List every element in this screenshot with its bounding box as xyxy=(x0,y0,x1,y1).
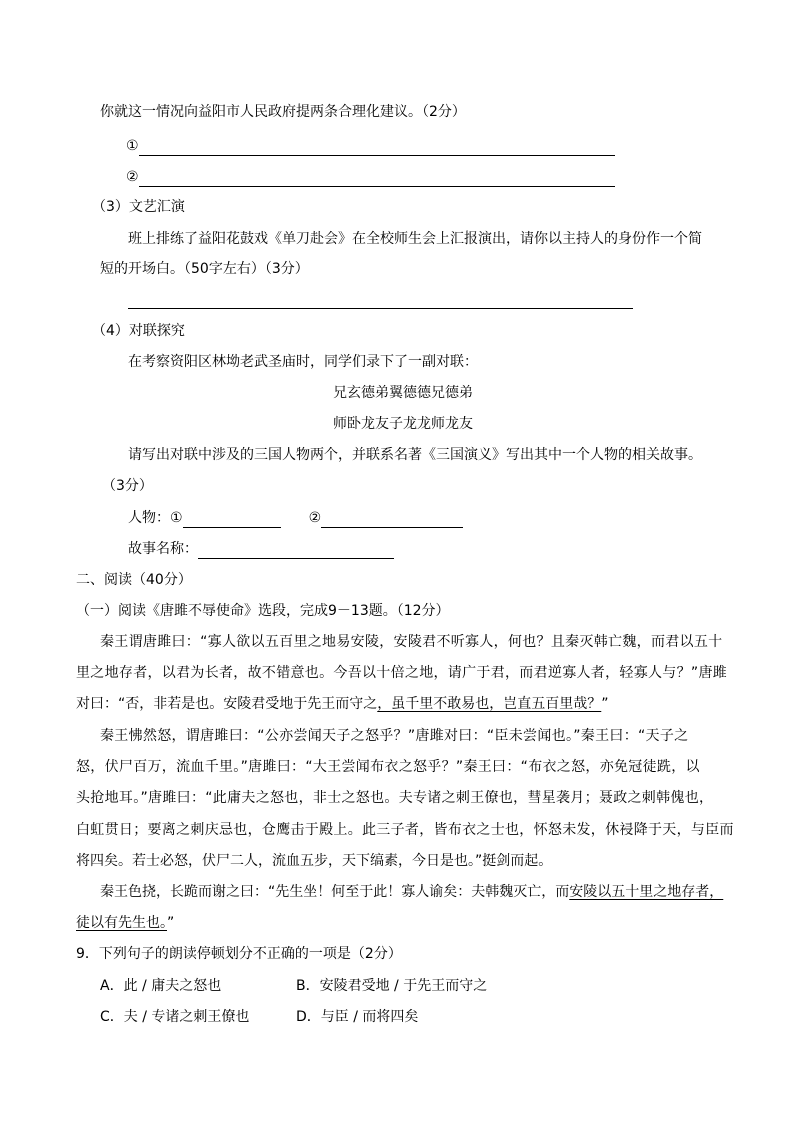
couplet-task: 请写出对联中涉及的三国人物两个，并联系名著《三国演义》写出其中一个人物的相关故事。 xyxy=(128,447,702,463)
passage-p1-line-2: 里之地存者，以君为长者，故不错意也。今吾以十倍之地，请广于君，而君逆寡人者，轻寡人与？”唐雎 xyxy=(76,665,728,681)
couplet-upper: 兄玄德弟翼德德兄德弟 xyxy=(333,385,473,401)
passage-p3-line-2c: ” xyxy=(167,915,175,931)
passage-p1-line-3c: ” xyxy=(601,696,609,712)
person-label: 人物：① xyxy=(128,510,183,526)
q9-option-d[interactable]: D．与臣 / 而将四矣 xyxy=(296,1009,419,1025)
q9-option-b[interactable]: B．安陵君受地 / 于先王而守之 xyxy=(296,978,488,994)
answer-blank-1[interactable] xyxy=(139,139,615,156)
couplet-heading: （4）对联探究 xyxy=(92,323,185,339)
passage-p3-line-2 xyxy=(76,913,174,933)
person-mark-2: ② xyxy=(308,510,322,526)
person-blank-1[interactable] xyxy=(183,511,281,528)
opening-speech-answer-line[interactable] xyxy=(128,308,633,309)
underlined-sentence-2a: 安陵以五十里之地存者， xyxy=(569,884,724,900)
passage-p2-line-1: 秦王怫然怒，谓唐雎曰：“公亦尝闻天子之怒乎？”唐雎对曰：“臣未尝闻也。”秦王曰：“天子之 xyxy=(100,728,689,744)
passage-p2-line-2: 怒，伏尸百万，流血千里。”唐雎曰：“大王尝闻布衣之怒乎？”秦王曰：“布衣之怒，亦免冠徒跣，以 xyxy=(76,759,700,775)
passage-p2-line-5: 将四矣。若士必怒，伏尸二人，流血五步，天下缟素，今日是也。”挺剑而起。 xyxy=(76,853,553,869)
passage-p2-line-3: 头抢地耳。”唐雎曰：“此庸夫之怒也，非士之怒也。夫专诸之刺王僚也，彗星袭月；聂政之刺韩傀也， xyxy=(76,790,714,806)
art-line-1: 班上排练了益阳花鼓戏《单刀赴会》在全校师生会上汇报演出，请你以主持人的身份作一个简 xyxy=(128,231,702,247)
passage-p1-line-3 xyxy=(76,694,609,714)
underlined-sentence-1: ，虽千里不敢易也，岂直五百里哉？ xyxy=(377,696,602,712)
answer-mark-2: ② xyxy=(126,169,139,185)
reading-sub-heading: （一）阅读《唐雎不辱使命》选段，完成9－13题。（12分） xyxy=(76,603,450,619)
q9-stem: 9．下列句子的朗读停顿划分不正确的一项是（2分） xyxy=(76,946,402,962)
person-line xyxy=(128,508,463,528)
passage-p2-line-4: 白虹贯日；要离之刺庆忌也，仓鹰击于殿上。此三子者，皆布衣之士也，怀怒未发，休祲降于天，与臣而 xyxy=(76,822,734,838)
answer-line-2[interactable] xyxy=(126,167,615,187)
art-line-2: 短的开场白。（50字左右）（3分） xyxy=(100,261,309,277)
section-heading: 二、阅读（40分） xyxy=(76,572,192,588)
couplet-score: （3分） xyxy=(102,478,153,494)
art-heading: （3）文艺汇演 xyxy=(92,199,185,215)
story-line xyxy=(128,539,394,559)
underlined-sentence-2b: 徒以有先生也。 xyxy=(76,915,167,931)
person-blank-2[interactable] xyxy=(321,511,463,528)
suggestion-prompt: 你就这一情况向益阳市人民政府提两条合理化建议。（2分） xyxy=(100,104,466,120)
q9-option-c[interactable]: C．夫 / 专诸之刺王僚也 xyxy=(100,1009,250,1025)
couplet-lower: 师卧龙友子龙龙师龙友 xyxy=(333,416,473,432)
answer-mark-1: ① xyxy=(126,138,139,154)
story-blank[interactable] xyxy=(198,542,394,559)
passage-p1-line-1: 秦王谓唐雎曰：“寡人欲以五百里之地易安陵，安陵君不听寡人，何也？且秦灭韩亡魏，而君以五十 xyxy=(100,634,723,650)
passage-p3-line-1 xyxy=(100,882,723,902)
answer-blank-2[interactable] xyxy=(139,170,615,187)
couplet-intro: 在考察资阳区林坳老武圣庙时，同学们录下了一副对联： xyxy=(128,354,478,370)
q9-option-a[interactable]: A．此 / 庸夫之怒也 xyxy=(100,978,222,994)
passage-p1-line-3a: 对曰：“否，非若是也。安陵君受地于先王而守之 xyxy=(76,696,378,712)
passage-p3-line-1a: 秦王色挠，长跪而谢之曰：“先生坐！何至于此！寡人谕矣：夫韩魏灭亡，而 xyxy=(100,884,570,900)
answer-line-1[interactable] xyxy=(126,136,615,156)
story-label: 故事名称： xyxy=(128,541,198,557)
